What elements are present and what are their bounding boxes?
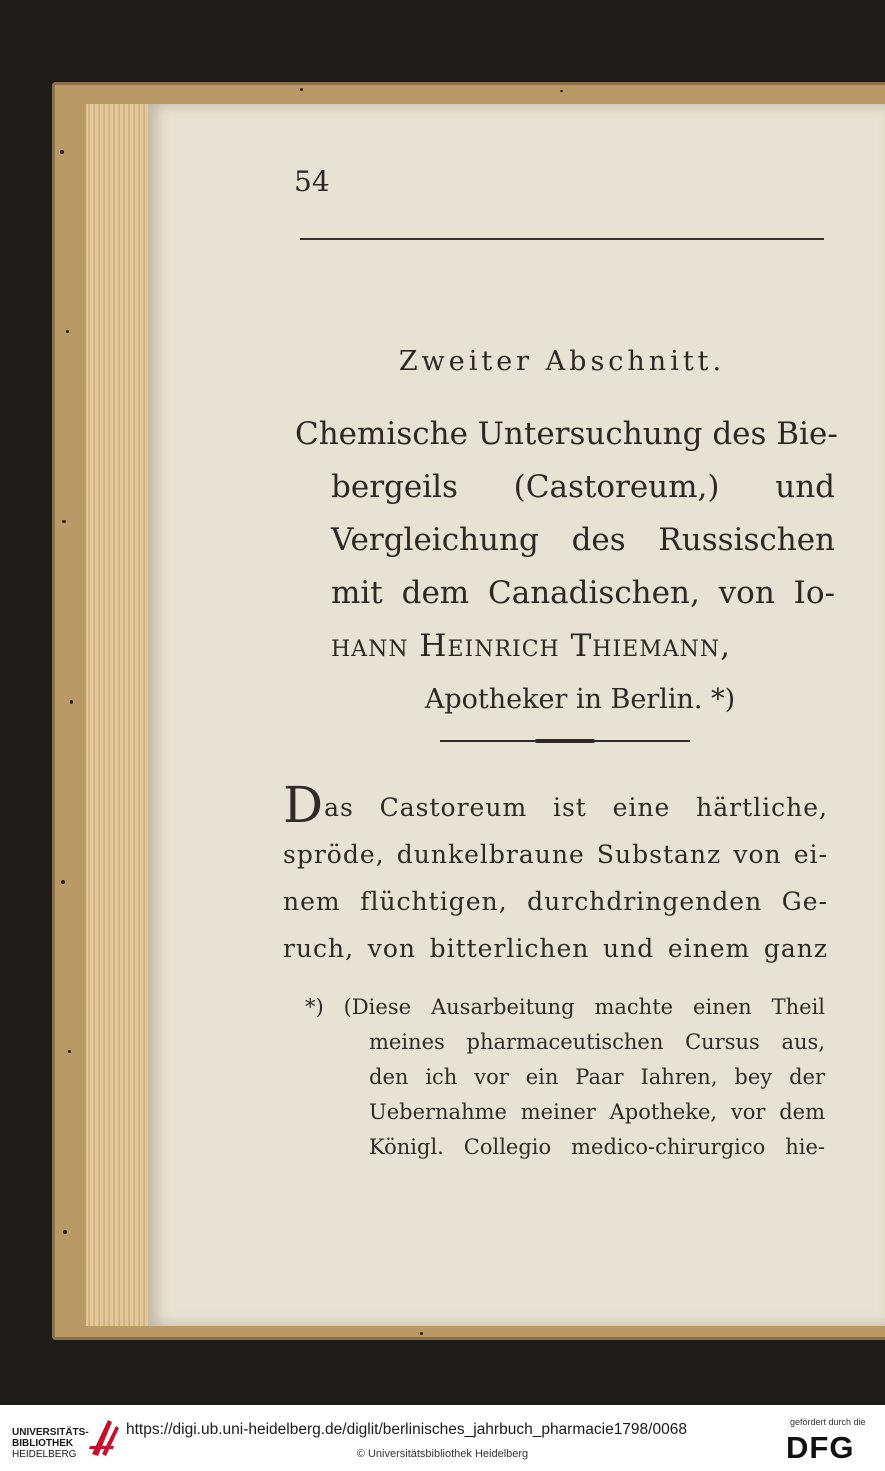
footnote-line: meines pharmaceutischen Cursus aus, — [369, 1030, 825, 1054]
body-line: nem flüchtigen, durchdringenden Ge- — [283, 887, 828, 916]
library-name-line: UNIVERSITÄTS- — [12, 1427, 89, 1438]
title-line: Chemische Untersuchung des Bie- — [295, 416, 838, 452]
title-line: Apotheker in Berlin. *) — [424, 684, 736, 715]
footnote-line: Königl. Collegio medico-chirurgico hie- — [369, 1135, 825, 1159]
page-edges — [86, 104, 150, 1326]
body-line-text: as Castoreum ist eine härtliche, — [324, 793, 828, 822]
footnote-line: *) (Diese Ausarbeitung machte einen Theil — [305, 995, 825, 1019]
ornament-rule — [440, 740, 690, 742]
copyright-notice: © Universitätsbibliothek Heidelberg — [356, 1448, 529, 1460]
funder-note: gefördert durch die — [790, 1417, 866, 1427]
title-line: mit dem Canadischen, von Io- — [331, 575, 835, 611]
section-heading: Zweiter Abschnitt. — [398, 346, 726, 377]
body-line: ruch, von bitterlichen und einem ganz — [283, 934, 828, 963]
title-line: hann Heinrich Thiemann, — [331, 628, 731, 664]
library-name-line: BIBLIOTHEK — [12, 1438, 74, 1449]
footnote — [305, 990, 825, 1165]
body-paragraph — [283, 776, 828, 972]
page-number: 54 — [294, 165, 330, 198]
permalink-url[interactable]: https://digi.ub.uni-heidelberg.de/diglit/berlinisches_jahrbuch_pharmacie1798/0068 — [126, 1421, 687, 1438]
drop-cap: D — [283, 776, 325, 834]
title-line: Vergleichung des Russischen — [331, 522, 835, 558]
body-line — [283, 776, 828, 834]
chapter-title — [295, 408, 838, 726]
footnote-line: Uebernahme meiner Apotheke, vor dem — [369, 1100, 825, 1124]
dfg-logo[interactable]: DFG — [786, 1430, 855, 1465]
title-line: bergeils (Castoreum,) und — [331, 469, 835, 505]
library-city-line: HEIDELBERG — [12, 1449, 77, 1460]
footnote-line: den ich vor ein Paar Iahren, bey der — [369, 1065, 825, 1089]
header-rule — [300, 238, 824, 240]
body-line: spröde, dunkelbraune Substanz von ei- — [283, 840, 828, 869]
